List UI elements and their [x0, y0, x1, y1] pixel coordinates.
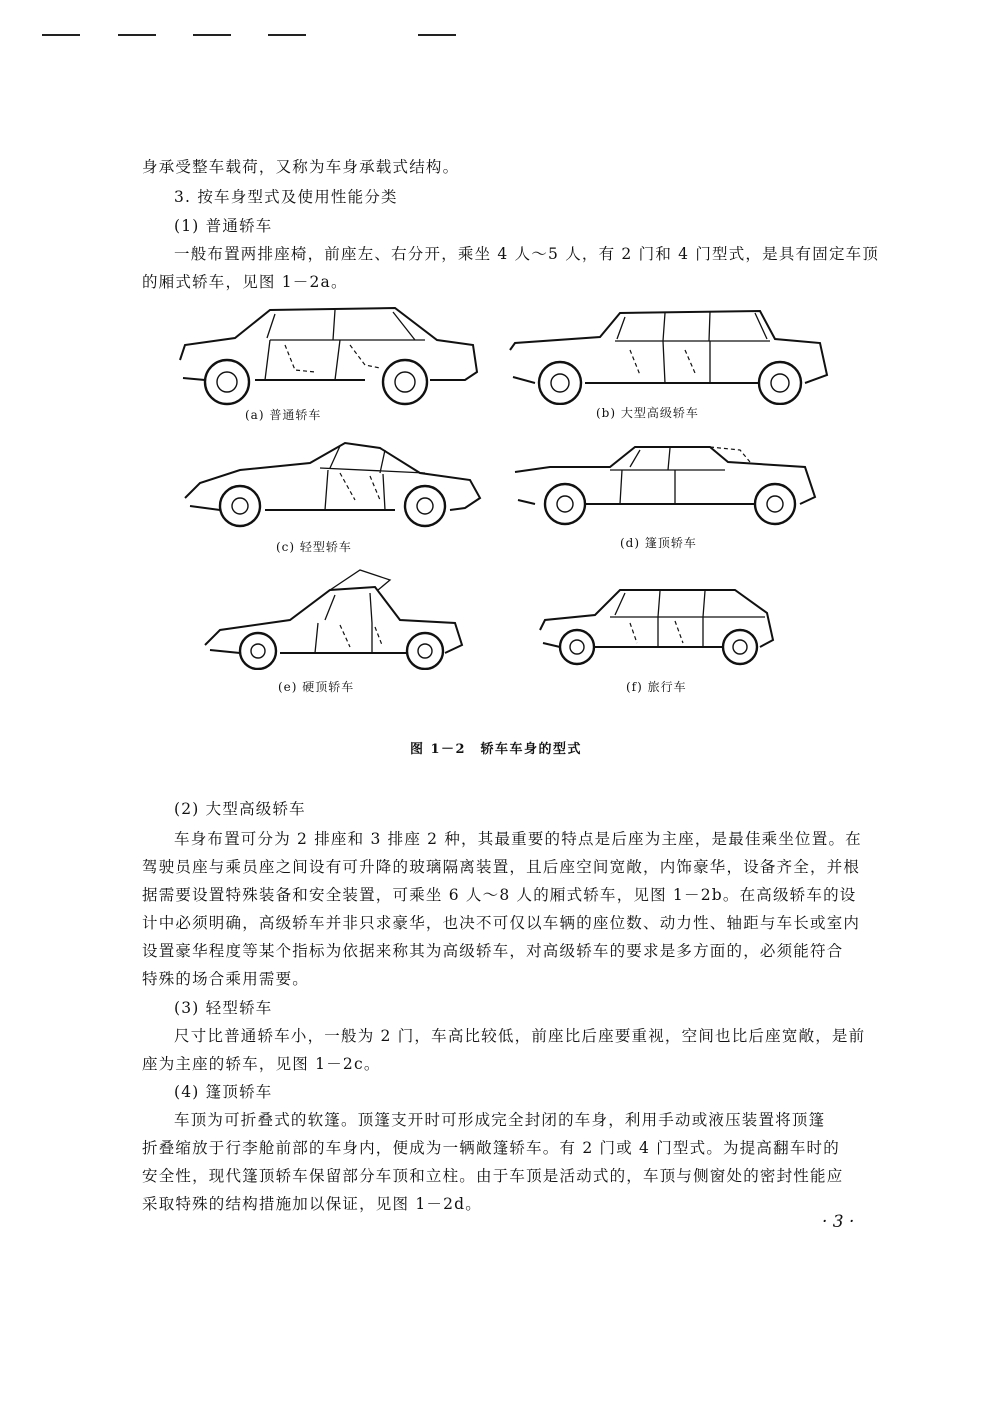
subsection-heading: (2) 大型高级轿车: [174, 800, 306, 818]
section-heading: 3. 按车身型式及使用性能分类: [174, 188, 398, 206]
figure-a-caption: (a) 普通轿车: [245, 408, 322, 422]
figure-d-caption: (d) 篷顶轿车: [620, 536, 697, 550]
subsection-heading: (4) 篷顶轿车: [174, 1083, 273, 1101]
subsection-heading: (1) 普通轿车: [174, 217, 273, 235]
text-line: 的厢式轿车，见图 1－2a。: [142, 273, 348, 291]
text-line: 尺寸比普通轿车小，一般为 2 门，车高比较低，前座比后座要重视，空间也比后座宽敞，是前: [174, 1027, 866, 1045]
header-rule: [193, 34, 231, 36]
text-line: 计中必须明确，高级轿车并非只求豪华，也决不可仅以车辆的座位数、动力性、轴距与车长或室内: [142, 914, 861, 932]
header-rule: [118, 34, 156, 36]
header-rule: [268, 34, 306, 36]
header-rule: [418, 34, 456, 36]
text-line: 折叠缩放于行李舱前部的车身内，便成为一辆敞篷轿车。有 2 门或 4 门型式。为提高翻车时的: [142, 1139, 840, 1157]
figure-e-caption: (e) 硬顶轿车: [278, 680, 355, 694]
figure-d-convertible: [510, 442, 825, 532]
text-line: 特殊的场合乘用需要。: [142, 970, 310, 988]
figure-c-coupe: [180, 438, 485, 528]
figure-c-caption: (c) 轻型轿车: [276, 540, 352, 554]
text-line: 驾驶员座与乘员座之间设有可升降的玻璃隔离装置，且后座空间宽敞，内饰豪华，设备齐全，并根: [142, 858, 861, 876]
figure-caption: 图 1－2 轿车车身的型式: [409, 742, 583, 757]
text-line: 车顶为可折叠式的软篷。顶篷支开时可形成完全封闭的车身，利用手动或液压装置将顶篷: [174, 1111, 826, 1129]
text-line: 采取特殊的结构措施加以保证，见图 1－2d。: [142, 1195, 482, 1213]
text-line: 一般布置两排座椅，前座左、右分开，乘坐 4 人～5 人，有 2 门和 4 门型式，是具有固定车顶: [174, 245, 880, 263]
figure-b-caption: (b) 大型高级轿车: [596, 406, 699, 420]
text-line: 车身布置可分为 2 排座和 3 排座 2 种，其最重要的特点是后座为主座，是最佳乘坐位置。在: [174, 830, 862, 848]
text-line: 设置豪华程度等某个指标为依据来称其为高级轿车，对高级轿车的要求是多方面的，必须能符合: [142, 942, 844, 960]
figure-f-caption: (f) 旅行车: [626, 680, 687, 694]
figure-b-limousine: [505, 305, 835, 405]
text-line: 安全性，现代篷顶轿车保留部分车顶和立柱。由于车顶是活动式的，车顶与侧窗处的密封性能应: [142, 1167, 844, 1185]
header-rule: [42, 34, 80, 36]
text-line: 身承受整车载荷，又称为车身承载式结构。: [142, 158, 460, 176]
page-number: · 3 ·: [822, 1212, 855, 1232]
text-line: 座为主座的轿车，见图 1－2c。: [142, 1055, 381, 1073]
subsection-heading: (3) 轻型轿车: [174, 999, 273, 1017]
figure-e-hardtop: [200, 565, 470, 670]
text-line: 据需要设置特殊装备和安全装置，可乘坐 6 人～8 人的厢式轿车，见图 1－2b。在高级轿车的设: [142, 886, 857, 904]
figure-f-wagon: [535, 585, 780, 670]
figure-a-sedan: [175, 300, 485, 410]
